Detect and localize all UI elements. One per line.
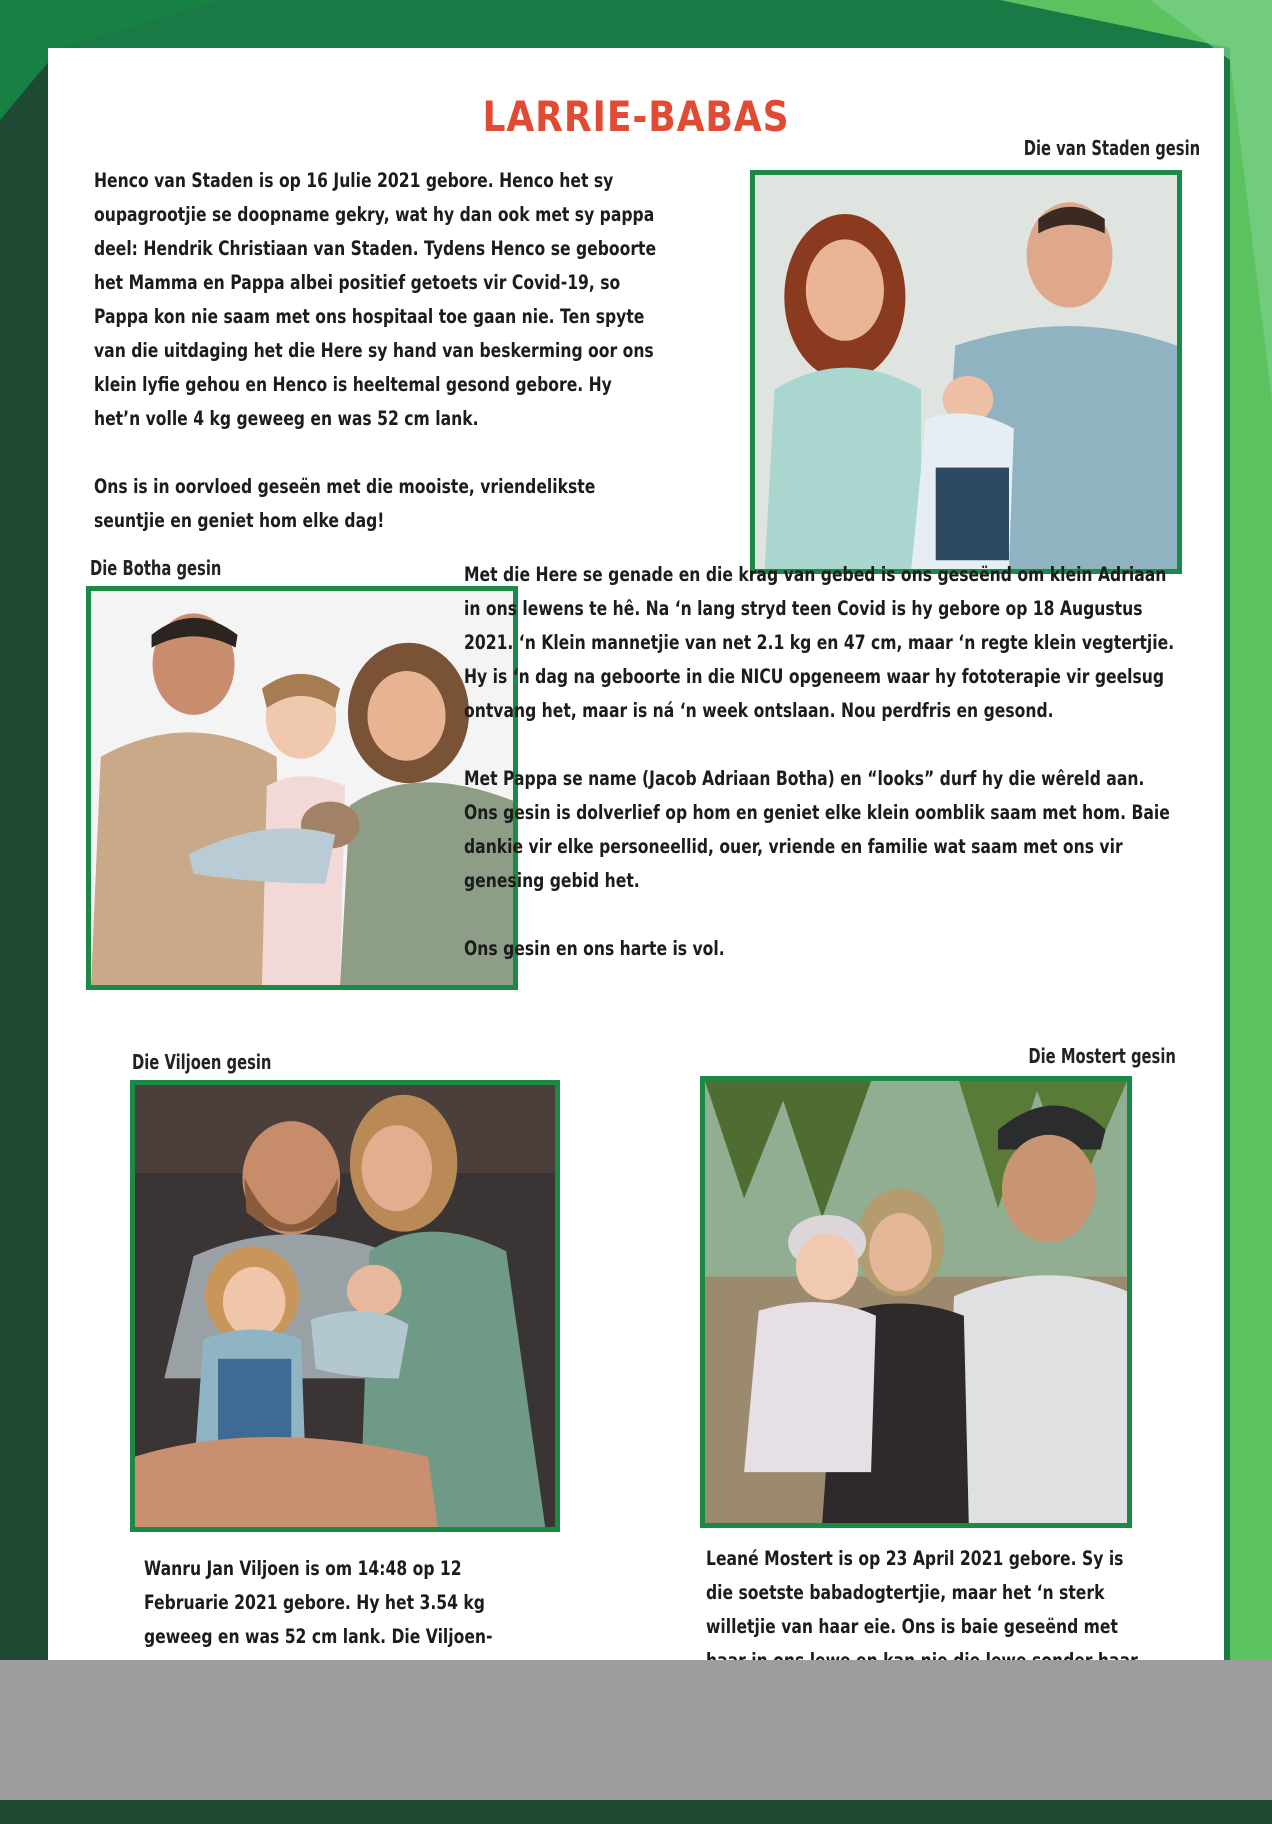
- botha-paragraph-3: Ons gesin en ons harte is vol.: [464, 937, 725, 960]
- viljoen-caption: Die Viljoen gesin: [132, 1050, 272, 1074]
- botha-paragraph-2: Met Pappa se name (Jacob Adriaan Botha) en “looks” durf hy die wêreld aan. Ons gesin is dolverlief op hom en geniet elke klein oomblik saam met hom. Baie dankie vir elke personeellid, ouer, vriende en familie wat saam met ons vir genesing gebid het.: [464, 767, 1170, 892]
- van-staden-family-photo: [750, 170, 1182, 574]
- mostert-paragraph-1: Leané Mostert is op 23 April 2021 gebore. Sy is die soetste babadogtertjie, maar het ‘n sterk willetjie van haar eie. Ons is baie geseënd met: [706, 1547, 1124, 1638]
- mostert-caption: Die Mostert gesin: [1028, 1044, 1176, 1068]
- footer-grey-band: [0, 1660, 1272, 1800]
- botha-family-photo: [86, 586, 518, 990]
- van-staden-paragraph-1: Henco van Staden is op 16 Julie 2021 gebore. Henco het sy oupagrootjie se doopname gekry, wat hy dan ook met sy pappa deel: Hendrik Christiaan van Staden. Tydens Henco se geboorte het Mamma en Pappa albei positief getoets vir Covid-19, so Pappa kon nie saam met ons hospitaal toe gaan nie. Ten spyte van die uitdaging het die Here sy hand van beskerming oor ons klein lyfie gehou en Henco is heeltemal gesond gebore. Hy het’n volle 4 kg geweeg en was 52 cm lank.: [94, 169, 657, 430]
- article-page: [48, 48, 1224, 1660]
- van-staden-paragraph-2: Ons is in oorvloed geseën met die mooiste, vriendelikste seuntjie en geniet hom elke dag!: [94, 475, 596, 532]
- botha-paragraph-1: Met die Here se genade en die krag van gebed is ons geseënd om klein Adriaan in ons lewens te hê. Na ‘n lang stryd teen Covid is hy gebore op 18 Augustus 2021. ‘n Klein mannetjie van net 2.1 kg en 47 cm, maar ‘n regte klein vegtertjie. Hy is ‘n dag na geboorte in die NICU opgeneem waar hy fototerapie vir geelsug ontvang het, maar is ná ‘n week ontslaan. Nou perdfris en gesond.: [464, 563, 1175, 722]
- botha-caption: Die Botha gesin: [90, 556, 222, 580]
- van-staden-caption: Die van Staden gesin: [1023, 136, 1200, 160]
- page-title: LARRIE-BABAS: [482, 92, 790, 141]
- botha-text: [464, 558, 1176, 1000]
- viljoen-paragraph-1: Wanru Jan Viljoen is om 14:48 op 12 Februarie 2021 gebore. Hy het 3.54 kg geweeg en was 52 cm lank. Die Viljoen-: [144, 1557, 493, 1648]
- viljoen-family-photo: [130, 1080, 560, 1532]
- mostert-family-photo: [700, 1076, 1132, 1528]
- van-staden-text: [94, 164, 656, 572]
